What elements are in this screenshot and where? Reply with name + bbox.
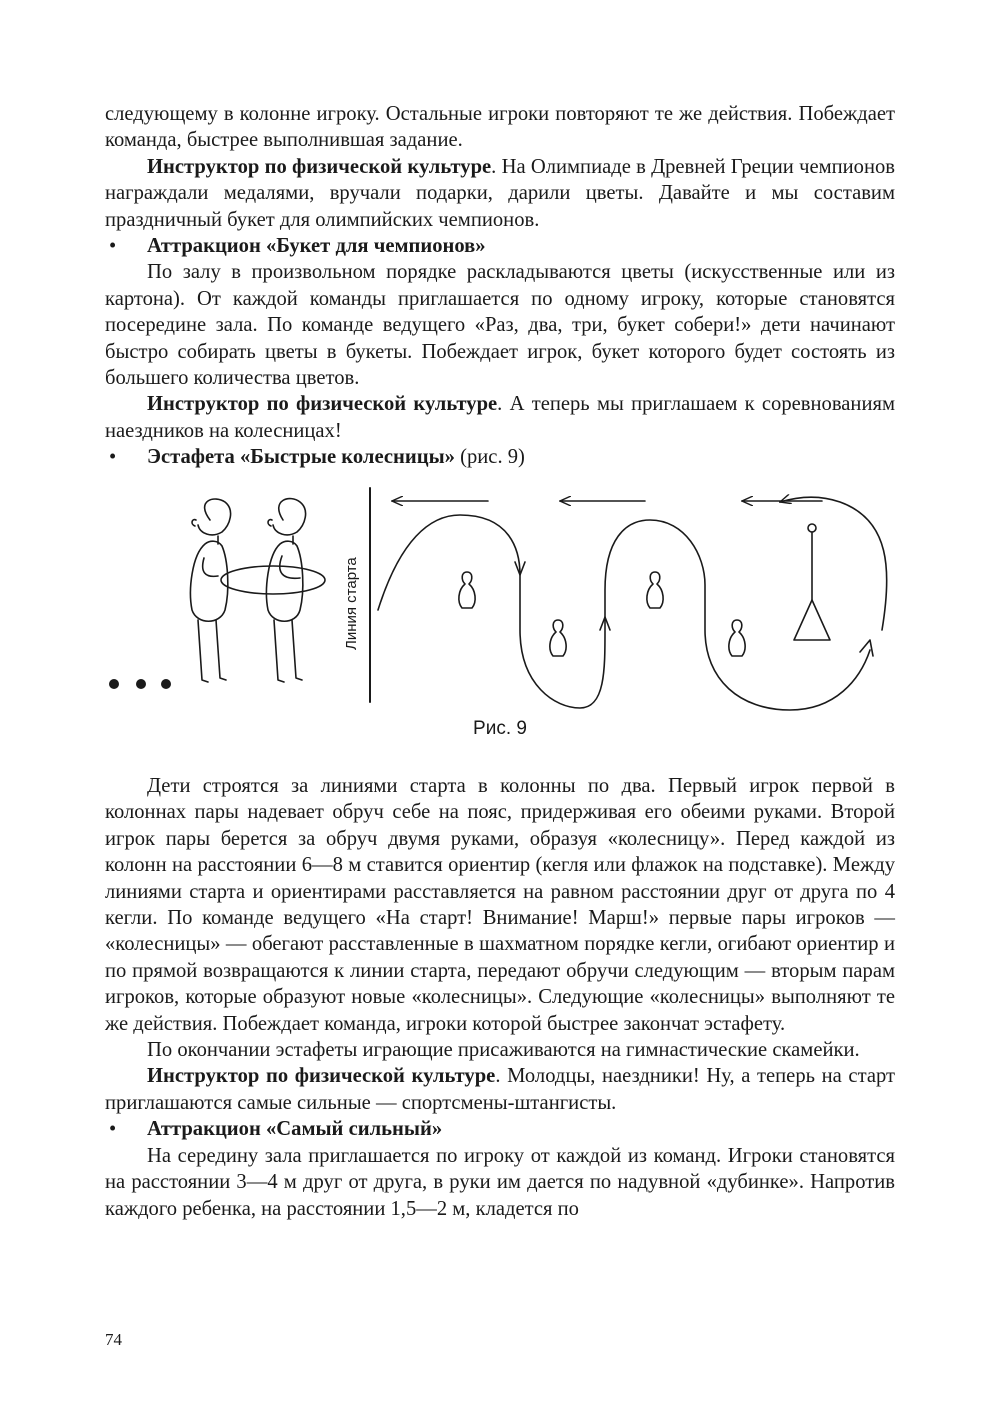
paragraph-text: . Молодцы, наездники! Ну, а теперь на старт приглашаются самые сильные — спортсмены-штангисты. [105, 1065, 895, 1114]
paragraph-text: . А теперь мы приглашаем к соревнованиям наездников на колесницах! [105, 393, 895, 442]
paragraph [105, 1063, 895, 1116]
skittle [647, 572, 663, 608]
bullet-heading [105, 444, 895, 470]
bullet-heading [105, 1116, 895, 1142]
child-figure-1 [191, 499, 231, 682]
paragraph-text: . На Олимпиаде в Древней Греции чемпионов награждали медалями, вручали подарки, дарили цветы. Давайте и мы составим праздничный букет для олимпийских чемпионов. [105, 155, 895, 231]
paragraph: На середину зала приглашается по игроку от каждой из команд. Игроки становятся на расстоянии 3—4 м друг от друга, в руки им дается по надувной «дубинке». Напротив каждого ребенка, на расстоянии 1,5—2 м, кладется по [105, 1144, 895, 1220]
bullet-icon: • [109, 235, 117, 258]
paragraph: следующему в колонне игроку. Остальные игроки повторяют те же действия. Побеждает команда, быстрее выполнившая задание. [105, 103, 895, 152]
text-block-bottom [105, 773, 895, 1222]
bullet-icon: • [109, 446, 117, 469]
attraction-title: Аттракцион «Букет для чемпионов» [147, 235, 486, 258]
paragraph [105, 391, 895, 444]
start-line-label: Линия старта [343, 557, 360, 650]
figure-reference: (рис. 9) [454, 446, 525, 469]
child-figure-2 [267, 499, 306, 682]
relay-diagram [100, 480, 900, 742]
return-curve [780, 497, 887, 630]
paragraph [105, 154, 895, 233]
attraction-title: Аттракцион «Самый сильный» [147, 1118, 443, 1141]
speaker-label: Инструктор по физической культуре [147, 1065, 496, 1088]
skittle [550, 620, 566, 656]
bullet-icon: • [109, 1118, 117, 1141]
bullet-heading [105, 233, 895, 259]
paragraph: По окончании эстафеты играющие присаживаются на гимнастические скамейки. [147, 1039, 860, 1062]
paragraph: По залу в произвольном порядке раскладываются цветы (искусственные или из картона). От каждой команды приглашается по одному игроку, которые становятся посередине зала. По команде ведущего «Раз, два, три, букет собери!» дети начинают быстро собирать цветы в букеты. Побеждает игрок, букет которого будет состоять из большего количества цветов. [105, 261, 895, 390]
page-number: 74 [105, 1330, 122, 1349]
skittle [459, 572, 475, 608]
ellipsis-text: • • • [100, 740, 102, 741]
running-path [378, 515, 870, 710]
ellipsis-dots [109, 679, 171, 689]
flag-landmark [794, 524, 830, 640]
relay-title: Эстафета «Быстрые колесницы» [147, 446, 455, 469]
skittle [729, 620, 745, 656]
paragraph: Дети строятся за линиями старта в колонны по два. Первый игрок первой в колоннах пары надевает обруч себе на пояс, придерживая его обеими руками. Второй игрок пары берется за обруч двумя руками, образуя «колесницу». Перед каждой из колонн на расстоянии 6—8 м ставится ориентир (кегля или флажок на подставке). Между линиями старта и ориентирами расставляется на равном расстоянии друг от друга по 4 кегли. По команде ведущего «На старт! Внимание! Марш!» первые пары игроков — «колесницы» — обегают расставленные в шахматном порядке кегли, огибают ориентир и по прямой возвращаются к линии старта, передают обручи следующим — вторым парам игроков, которые образуют новые «колесницы». Следующие «колесницы» выполняют те же действия. Побеждает команда, игроки которой быстрее закончат эстафету. [105, 775, 895, 1035]
speaker-label: Инструктор по физической культуре [147, 393, 498, 416]
hoop [221, 566, 325, 594]
figure-caption: Рис. 9 [473, 718, 527, 739]
text-block-top [105, 101, 895, 471]
path-arrowhead [860, 640, 873, 656]
speaker-label: Инструктор по физической культуре [147, 155, 492, 178]
